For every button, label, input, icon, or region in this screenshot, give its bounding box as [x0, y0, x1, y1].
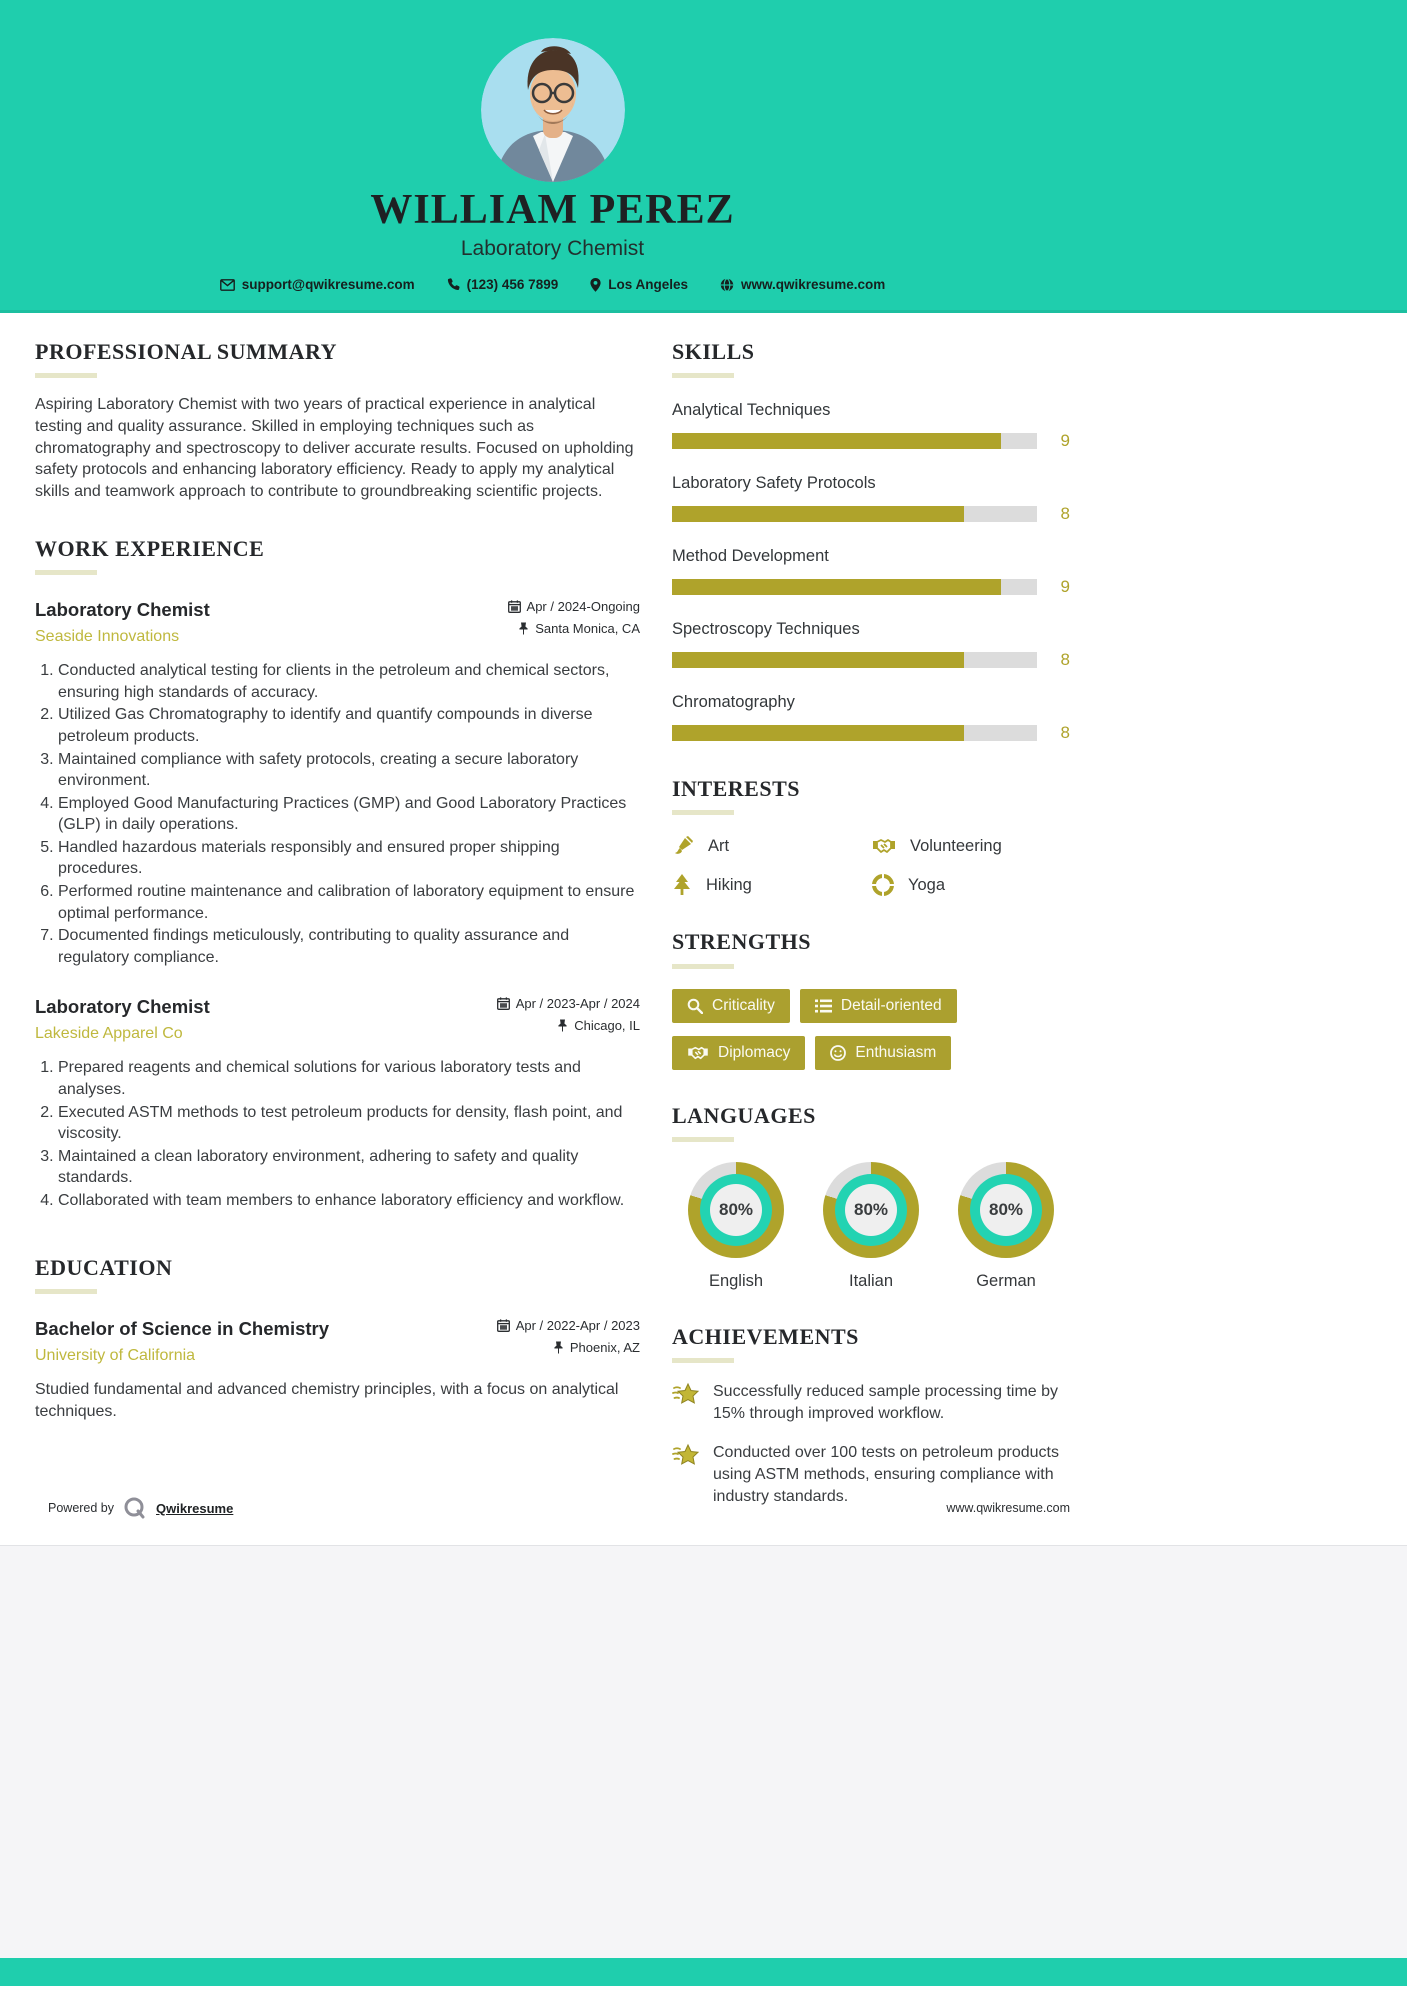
- shooting-star-icon: [672, 1443, 700, 1469]
- skill-score: 8: [1060, 723, 1070, 743]
- portrait-photo: [481, 38, 625, 182]
- skill-score: 9: [1060, 431, 1070, 451]
- job-bullet: 2. Utilized Gas Chromatography to identify and quantify compounds in diverse petroleum products.: [58, 704, 640, 747]
- interest-item: [872, 874, 1070, 896]
- section-education: [35, 1256, 640, 1423]
- skill-row: [672, 474, 1070, 524]
- skill-bar-fill: [672, 579, 1001, 595]
- degree-title: Bachelor of Science in Chemistry: [35, 1317, 330, 1339]
- powered-by-label: Powered by: [48, 1501, 115, 1515]
- language-label: Italian: [848, 1271, 894, 1290]
- skill-bar: [672, 652, 1037, 668]
- strength-chip: [815, 1036, 951, 1070]
- education-text: Studied fundamental and advanced chemistry principles, with a focus on analytical techniques.: [35, 1380, 619, 1420]
- education-location-text: Phoenix, AZ: [569, 1339, 640, 1355]
- language-item: [946, 1162, 1066, 1291]
- summary-text: Aspiring Laboratory Chemist with two years of practical experience in analytical testing and quality assurance. Skilled in employing techniques such as chromatography and spectroscopy to deliver accurate results. Focused on upholding safety protocols and enhancing laboratory efficiency. Ready to apply my analytical skills and teamwork approach to contribute to groundbreaking scientific projects.: [35, 396, 634, 501]
- education-date: [497, 1318, 640, 1333]
- strength-label: Enthusiasm: [855, 1043, 937, 1061]
- language-donut: [823, 1162, 919, 1258]
- interest-label: Hiking: [706, 875, 752, 894]
- contact-email[interactable]: [220, 277, 415, 292]
- job-bullet: 4. Employed Good Manufacturing Practices (GMP) and Good Laboratory Practices (GLP) in daily operations.: [58, 793, 640, 836]
- strength-chip: [672, 989, 790, 1023]
- header-band: [0, 0, 1407, 313]
- list-icon: [815, 999, 832, 1013]
- email-text: support@qwikresume.com: [241, 277, 415, 293]
- skills-heading: SKILLS: [672, 339, 755, 364]
- school-name: University of California: [35, 1346, 196, 1364]
- skill-row: [672, 620, 1070, 670]
- candidate-name: WILLIAM PEREZ: [370, 187, 735, 233]
- qwikresume-logo: [123, 1496, 147, 1520]
- smiley-icon: [830, 1045, 846, 1061]
- language-label: German: [976, 1271, 1036, 1290]
- section-interests: [672, 777, 1070, 896]
- globe-icon: [720, 278, 734, 292]
- skill-bar-fill: [672, 652, 964, 668]
- skill-label: Spectroscopy Techniques: [672, 620, 860, 639]
- job-bullet: 7. Documented findings meticulously, contributing to quality assurance and regulatory compliance.: [58, 925, 640, 968]
- calendar-icon: [497, 997, 510, 1010]
- interest-label: Volunteering: [910, 836, 1002, 855]
- achievement-text: Successfully reduced sample processing time by 15% through improved workflow.: [713, 1382, 1059, 1422]
- interest-item: [872, 835, 1070, 857]
- skill-label: Chromatography: [672, 693, 795, 712]
- heading-underline: [672, 810, 734, 815]
- job-bullet: 1. Conducted analytical testing for clients in the petroleum and chemical sectors, ensuring high standards of accuracy.: [58, 660, 640, 703]
- heading-underline: [672, 1137, 734, 1142]
- job-location: [497, 1018, 640, 1033]
- achievement-text: Conducted over 100 tests on petroleum products using ASTM methods, ensuring compliance with industry standards.: [713, 1444, 1059, 1505]
- contact-location: [590, 277, 688, 292]
- skill-row: [672, 547, 1070, 597]
- skill-label: Method Development: [672, 547, 829, 566]
- job-bullet: 2. Executed ASTM methods to test petroleum products for density, flash point, and viscosity.: [58, 1102, 640, 1145]
- job-date: [508, 599, 640, 614]
- candidate-title: Laboratory Chemist: [460, 237, 645, 261]
- map-pin-icon: [590, 278, 601, 292]
- job-date: [497, 996, 640, 1011]
- languages-heading: LANGUAGES: [672, 1102, 816, 1128]
- heading-underline: [672, 964, 734, 969]
- job-location-text: Chicago, IL: [574, 1018, 640, 1034]
- interest-item: [672, 874, 872, 896]
- job-title: Laboratory Chemist: [35, 599, 210, 621]
- skill-bar: [672, 579, 1037, 595]
- strength-label: Diplomacy: [718, 1043, 791, 1061]
- heading-underline: [35, 1289, 97, 1294]
- job-bullet-list: [35, 1057, 640, 1211]
- strength-label: Criticality: [712, 996, 775, 1014]
- job-bullet: 5. Handled hazardous materials responsibly and ensured proper shipping procedures.: [58, 837, 640, 880]
- strength-chip: [672, 1036, 805, 1070]
- website-text: www.qwikresume.com: [741, 277, 886, 293]
- skill-row: [672, 693, 1070, 743]
- section-languages: [672, 1104, 1070, 1291]
- language-item: [676, 1162, 796, 1291]
- job-bullet: 1. Prepared reagents and chemical solutions for various laboratory tests and analyses.: [58, 1057, 640, 1100]
- contact-phone: [447, 277, 559, 292]
- skill-bar: [672, 433, 1037, 449]
- job-company: Seaside Innovations: [35, 628, 180, 646]
- job-bullet: 4. Collaborated with team members to enhance laboratory efficiency and workflow.: [58, 1190, 640, 1212]
- section-professional-summary: [35, 340, 640, 503]
- job-location: [508, 621, 640, 636]
- pushpin-icon: [557, 1019, 568, 1032]
- job-entry: [35, 996, 640, 1211]
- job-date-text: Apr / 2023-Apr / 2024: [515, 996, 640, 1012]
- interests-heading: INTERESTS: [672, 776, 801, 802]
- achievements-heading: ACHIEVEMENTS: [672, 1323, 859, 1349]
- magnifier-icon: [687, 998, 703, 1014]
- skill-bar-fill: [672, 506, 964, 522]
- skill-score: 8: [1060, 504, 1070, 524]
- job-entry: [35, 599, 640, 968]
- avatar: [481, 38, 625, 182]
- handshake-icon: [872, 837, 896, 855]
- skill-bar: [672, 725, 1037, 741]
- calendar-icon: [508, 600, 521, 613]
- contact-website[interactable]: [720, 277, 885, 292]
- pushpin-icon: [518, 622, 529, 635]
- footer-website[interactable]: www.qwikresume.com: [946, 1501, 1070, 1515]
- heading-underline: [672, 373, 734, 378]
- language-percent: 80%: [980, 1184, 1032, 1236]
- skill-score: 8: [1060, 650, 1070, 670]
- shooting-star-icon: [672, 1382, 700, 1408]
- footer: [35, 1496, 1070, 1520]
- strength-chip: [800, 989, 957, 1023]
- section-work-experience: [35, 537, 640, 1212]
- skill-label: Laboratory Safety Protocols: [672, 474, 876, 493]
- heading-underline: [35, 373, 97, 378]
- language-label: English: [708, 1271, 764, 1290]
- location-text: Los Angeles: [608, 277, 688, 293]
- skill-label: Analytical Techniques: [672, 401, 831, 420]
- language-item: [811, 1162, 931, 1291]
- section-skills: [672, 340, 1070, 743]
- work-heading: WORK EXPERIENCE: [35, 535, 265, 561]
- language-percent: 80%: [845, 1184, 897, 1236]
- heading-underline: [672, 1358, 734, 1363]
- section-achievements: [672, 1325, 1070, 1508]
- calendar-icon: [497, 1319, 510, 1332]
- job-title: Laboratory Chemist: [35, 996, 210, 1018]
- language-donut: [688, 1162, 784, 1258]
- job-company: Lakeside Apparel Co: [35, 1025, 183, 1043]
- heading-underline: [35, 570, 97, 575]
- job-date-text: Apr / 2024-Ongoing: [526, 599, 640, 615]
- language-donut: [958, 1162, 1054, 1258]
- language-percent: 80%: [710, 1184, 762, 1236]
- section-strengths: [672, 930, 1070, 1069]
- job-bullet: 3. Maintained compliance with safety protocols, creating a secure laboratory environment.: [58, 749, 640, 792]
- lifebuoy-icon: [872, 874, 894, 896]
- tree-icon: [672, 874, 692, 896]
- summary-heading: PROFESSIONAL SUMMARY: [35, 339, 337, 364]
- job-bullet: 6. Performed routine maintenance and calibration of laboratory equipment to ensure optimal performance.: [58, 881, 640, 924]
- skill-bar-fill: [672, 433, 1001, 449]
- education-location: [497, 1340, 640, 1355]
- envelope-icon: [220, 279, 235, 291]
- interest-label: Yoga: [908, 875, 946, 894]
- skill-row: [672, 401, 1070, 451]
- job-location-text: Santa Monica, CA: [535, 621, 640, 637]
- strengths-heading: STRENGTHS: [672, 929, 811, 955]
- handshake-icon: [687, 1045, 709, 1061]
- qwikresume-link[interactable]: Qwikresume: [156, 1500, 234, 1516]
- pushpin-icon: [553, 1341, 564, 1354]
- skill-bar: [672, 506, 1037, 522]
- phone-icon: [447, 278, 460, 291]
- page-bottom-margin: [0, 1545, 1407, 1959]
- skill-bar-fill: [672, 725, 964, 741]
- job-bullet-list: [35, 660, 640, 968]
- education-date-text: Apr / 2022-Apr / 2023: [515, 1317, 640, 1333]
- strength-label: Detail-oriented: [840, 996, 942, 1014]
- phone-text: (123) 456 7899: [466, 277, 559, 293]
- contact-row: [35, 277, 1070, 292]
- skill-score: 9: [1060, 577, 1070, 597]
- bottom-accent-bar: [0, 1958, 1407, 1986]
- job-bullet: 3. Maintained a clean laboratory environment, adhering to safety and quality standards.: [58, 1146, 640, 1189]
- interest-label: Art: [708, 836, 730, 855]
- paintbrush-icon: [672, 835, 694, 857]
- interest-item: [672, 835, 872, 857]
- achievement-item: [672, 1381, 1070, 1425]
- education-heading: EDUCATION: [35, 1254, 173, 1280]
